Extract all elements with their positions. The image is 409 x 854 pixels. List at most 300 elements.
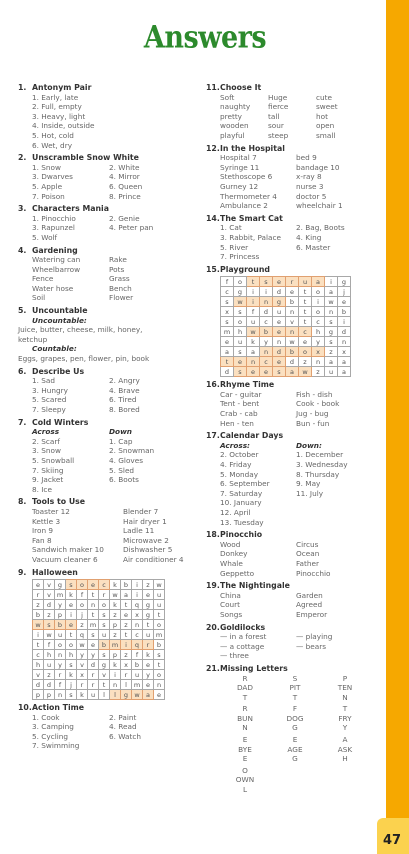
answer-cell: Hen - ten — [220, 418, 254, 428]
answer-row — [18, 141, 203, 151]
grid-cell: e — [33, 580, 44, 590]
grid-cell: v — [286, 317, 299, 327]
section-title: Cold Winters — [32, 417, 89, 427]
answer-row — [18, 536, 203, 546]
grid-cell: a — [325, 287, 338, 297]
missing-letters-row — [220, 674, 376, 703]
answer-cell: 7. Swimming — [32, 741, 80, 751]
section-number: 10. — [18, 703, 32, 713]
missing-letters-item — [270, 704, 320, 733]
answer-row — [206, 172, 376, 182]
section-heading — [18, 418, 203, 428]
grid-cell: h — [33, 660, 44, 670]
answer-cell: 8. Bored — [109, 405, 140, 414]
answer-row — [18, 713, 203, 723]
grid-cell: b — [121, 580, 132, 590]
grid-cell: k — [110, 660, 121, 670]
answer-row — [206, 591, 376, 601]
grid-cell: d — [338, 327, 351, 337]
answer-row — [18, 475, 203, 485]
grid-cell: e — [143, 660, 154, 670]
section-heading — [206, 581, 376, 591]
answer-row — [18, 732, 203, 742]
grid-cell: d — [221, 367, 234, 377]
grid-cell: b — [33, 610, 44, 620]
grid-cell: t — [221, 357, 234, 367]
missing-letters-item — [220, 766, 270, 795]
answer-cell: Songs — [220, 609, 243, 619]
answer-row — [18, 192, 203, 202]
grid-cell: b — [55, 620, 66, 630]
grid-cell: o — [299, 347, 312, 357]
answer-row — [206, 112, 376, 122]
missing-letter-line: T — [292, 692, 298, 702]
grid-cell: y — [55, 600, 66, 610]
grid-cell: n — [154, 680, 165, 690]
section-number: 14. — [206, 213, 220, 223]
answer-row — [18, 182, 203, 192]
answer-cell: 2. October — [220, 450, 259, 460]
answer-cell — [296, 651, 368, 661]
grid-cell: i — [121, 640, 132, 650]
section-title: Missing Letters — [220, 663, 288, 673]
answer-row — [206, 540, 376, 550]
missing-letter-line: Y — [342, 723, 348, 733]
grid-cell: s — [325, 337, 338, 347]
grid-row — [221, 297, 351, 307]
grid-row — [221, 337, 351, 347]
answer-cell: — bears — [296, 641, 327, 651]
answer-cell: 9. Jacket — [32, 475, 64, 485]
missing-letter-line: L — [242, 785, 248, 795]
answer-line: Eggs, grapes, pen, flower, pin, book — [18, 354, 150, 364]
answer-cell: bandage 10 — [296, 162, 340, 172]
answer-cell: 3. Heavy, light — [32, 111, 86, 121]
answer-cell: 2. Full, empty — [32, 102, 82, 112]
answer-cell: Bun - fun — [296, 418, 330, 428]
grid-cell: s — [99, 610, 110, 620]
grid-cell: s — [44, 620, 55, 630]
answer-cell: 11. July — [296, 488, 324, 498]
answer-cell: 2. Genie — [109, 213, 140, 223]
grid-row — [33, 580, 165, 590]
answer-row — [206, 153, 376, 163]
grid-cell: k — [66, 590, 77, 600]
right-column — [206, 80, 376, 797]
grid-cell: g — [121, 690, 132, 700]
grid-cell: k — [247, 337, 260, 347]
answer-cell: 12. April — [220, 508, 251, 517]
grid-cell: i — [338, 317, 351, 327]
answer-cell: x-ray 8 — [296, 172, 322, 182]
grid-cell: r — [33, 590, 44, 600]
section-title: Choose It — [220, 83, 262, 92]
answer-cell: fierce — [268, 102, 289, 112]
answer-cell: Stethoscope 6 — [220, 172, 273, 182]
grid-cell: t — [66, 630, 77, 640]
answer-row — [18, 274, 203, 284]
grid-cell: i — [132, 580, 143, 590]
section-title: Goldilocks — [220, 622, 266, 632]
grid-cell: u — [132, 670, 143, 680]
grid-cell: t — [143, 620, 154, 630]
grid-cell: p — [44, 690, 55, 700]
grid-cell: n — [55, 650, 66, 660]
grid-cell: e — [273, 317, 286, 327]
answer-cell: — in a forest — [220, 632, 267, 642]
grid-cell: t — [154, 660, 165, 670]
answer-row — [206, 390, 376, 400]
grid-cell: c — [33, 650, 44, 660]
answer-cell — [296, 508, 368, 518]
grid-cell: w — [247, 327, 260, 337]
answer-row — [206, 642, 376, 652]
answer-row — [206, 192, 376, 202]
grid-cell: r — [88, 680, 99, 690]
grid-cell: u — [234, 337, 247, 347]
section-number: 15. — [206, 264, 220, 274]
answer-row — [206, 610, 376, 620]
grid-cell: s — [221, 297, 234, 307]
section-title: Uncountable — [32, 306, 88, 316]
answer-row — [18, 395, 203, 405]
grid-cell: x — [338, 347, 351, 357]
section-title: Playground — [220, 264, 270, 274]
grid-row — [33, 590, 165, 600]
grid-cell: w — [132, 690, 143, 700]
grid-cell: u — [325, 367, 338, 377]
grid-cell: z — [312, 367, 325, 377]
grid-cell: e — [260, 367, 273, 377]
section-heading — [18, 497, 203, 507]
grid-cell: z — [143, 580, 154, 590]
grid-cell: n — [260, 347, 273, 357]
answer-row — [206, 460, 376, 470]
grid-cell: m — [88, 620, 99, 630]
answer-cell: steep — [268, 130, 289, 140]
grid-cell: t — [247, 277, 260, 287]
section-title: Calendar Days — [220, 431, 284, 441]
answer-row — [206, 131, 376, 141]
answer-row — [206, 419, 376, 429]
answer-cell: Whale — [220, 558, 243, 568]
missing-letter-line: N — [342, 692, 348, 702]
answer-row — [18, 555, 203, 565]
answer-row — [18, 526, 203, 536]
answer-cell: Blender 7 — [123, 506, 159, 516]
answer-row — [18, 255, 203, 265]
grid-row — [221, 367, 351, 377]
answer-row — [18, 507, 203, 517]
section-title: The Smart Cat — [220, 213, 283, 223]
answer-cell: Iron 9 — [32, 526, 54, 536]
grid-cell: s — [66, 660, 77, 670]
answer-row — [206, 569, 376, 579]
answer-cell: 4. Friday — [220, 460, 252, 470]
missing-letter-line: T — [342, 704, 348, 714]
grid-cell: i — [110, 670, 121, 680]
answer-cell: wheelchair 1 — [296, 201, 343, 211]
answer-cell: — a cottage — [220, 641, 265, 651]
answer-cell: 3. Camping — [32, 722, 74, 732]
grid-cell: h — [312, 327, 325, 337]
grid-cell: e — [66, 620, 77, 630]
subheading: Across — [32, 427, 60, 437]
answer-cell: Hospital 7 — [220, 153, 257, 163]
section-number: 11. — [206, 83, 220, 92]
grid-cell: u — [299, 277, 312, 287]
answer-cell: 3. Snow — [32, 446, 61, 456]
answer-cell: 5. Snowball — [32, 455, 75, 465]
grid-cell: f — [55, 680, 66, 690]
answer-cell: Hair dryer 1 — [123, 516, 167, 526]
missing-letter-line: OWN — [235, 775, 255, 785]
answer-line: ketchup — [18, 334, 48, 344]
answer-cell: Bench — [109, 283, 132, 293]
grid-cell: l — [110, 690, 121, 700]
grid-cell: e — [143, 680, 154, 690]
grid-cell: s — [273, 367, 286, 377]
answer-cell: 2. Paint — [109, 712, 137, 722]
missing-letters-item — [220, 704, 270, 733]
grid-cell: f — [132, 650, 143, 660]
grid-cell: y — [260, 337, 273, 347]
answer-cell: Huge — [268, 92, 288, 102]
answer-row — [18, 93, 203, 103]
grid-row — [33, 600, 165, 610]
answer-cell: 5. Cycling — [32, 731, 69, 741]
answer-row — [206, 182, 376, 192]
grid-cell: a — [338, 357, 351, 367]
answer-row — [18, 233, 203, 243]
grid-cell: z — [121, 620, 132, 630]
grid-row — [33, 660, 165, 670]
grid-cell: b — [99, 640, 110, 650]
grid-cell: e — [273, 357, 286, 367]
grid-cell: d — [44, 680, 55, 690]
answer-cell: Geppetto — [220, 568, 255, 578]
section-heading — [206, 83, 376, 93]
answer-cell: 4. Read — [109, 722, 137, 732]
answer-row — [18, 293, 203, 303]
answer-cell: 3. Rabbit, Palace — [220, 232, 281, 242]
answer-row — [206, 450, 376, 460]
grid-cell: o — [77, 600, 88, 610]
grid-row — [33, 650, 165, 660]
answer-cell: Jug - bug — [296, 409, 329, 419]
grid-cell: k — [77, 690, 88, 700]
grid-cell: t — [88, 610, 99, 620]
grid-cell: y — [88, 650, 99, 660]
missing-letters-item — [320, 674, 370, 703]
grid-cell: o — [99, 600, 110, 610]
missing-letter-line: E — [242, 735, 248, 745]
answer-row — [206, 102, 376, 112]
grid-cell: w — [234, 297, 247, 307]
section-number: 6. — [18, 366, 27, 376]
grid-cell: p — [110, 620, 121, 630]
grid-cell: i — [247, 297, 260, 307]
section-number: 4. — [18, 245, 27, 255]
grid-cell: u — [99, 630, 110, 640]
answer-cell: tall — [268, 111, 280, 121]
answer-cell: 3. Dwarves — [32, 172, 73, 182]
answer-cell: Water hose — [32, 283, 74, 293]
answer-row — [206, 243, 376, 253]
answer-row — [206, 409, 376, 419]
grid-cell: g — [234, 287, 247, 297]
grid-cell: t — [299, 307, 312, 317]
grid-cell: s — [325, 317, 338, 327]
grid-cell: b — [286, 347, 299, 357]
page-edge-stripe — [386, 0, 409, 854]
section-number: 16. — [206, 380, 220, 390]
section-title: The Nightingale — [220, 581, 290, 591]
grid-cell: v — [99, 670, 110, 680]
section-heading — [206, 380, 376, 390]
grid-row — [33, 620, 165, 630]
grid-cell: s — [66, 580, 77, 590]
answer-cell: Agreed — [296, 600, 323, 610]
grid-cell: e — [273, 327, 286, 337]
answer-cell: Donkey — [220, 549, 248, 559]
missing-letter-line: ASK — [337, 744, 353, 754]
answer-cell: Toaster 12 — [32, 506, 70, 516]
grid-cell: n — [325, 307, 338, 317]
grid-cell: d — [44, 600, 55, 610]
answer-cell: Father — [296, 558, 319, 568]
grid-cell: i — [66, 610, 77, 620]
missing-letter-line: S — [292, 673, 298, 683]
grid-cell: m — [110, 640, 121, 650]
answer-cell: 6. Boots — [109, 475, 139, 485]
grid-cell: o — [154, 670, 165, 680]
subheading: Uncountable: — [32, 315, 87, 325]
answer-cell: Thermometer 4 — [220, 191, 277, 201]
answer-row — [18, 722, 203, 732]
answer-cell: 4. King — [296, 232, 322, 242]
grid-cell: g — [325, 327, 338, 337]
answer-row — [206, 559, 376, 569]
answer-cell: Microwave 2 — [123, 535, 169, 545]
grid-cell: o — [312, 287, 325, 297]
answer-cell: cute — [316, 92, 332, 102]
answer-cell: Air conditioner 4 — [123, 554, 184, 564]
answer-cell: 1. Cat — [220, 223, 242, 233]
answer-cell: Ambulance 2 — [220, 201, 268, 211]
answer-row — [206, 470, 376, 480]
grid-cell: c — [312, 317, 325, 327]
grid-cell: i — [132, 590, 143, 600]
section-number: 7. — [18, 417, 27, 427]
answer-row — [206, 489, 376, 499]
answer-cell: 8. Thursday — [296, 469, 340, 479]
grid-cell: e — [338, 297, 351, 307]
answer-cell: Soil — [32, 293, 46, 303]
answer-cell: 2. Bag, Boots — [296, 223, 345, 233]
answer-cell: Rake — [109, 255, 127, 265]
grid-cell: m — [221, 327, 234, 337]
answer-cell: 5. River — [220, 242, 249, 252]
section-title: Gardening — [32, 245, 78, 255]
answer-cell: 4. Inside, outside — [32, 121, 95, 131]
grid-row — [221, 287, 351, 297]
grid-cell: n — [110, 680, 121, 690]
answer-cell: Syringe 11 — [220, 162, 260, 172]
grid-cell: i — [312, 297, 325, 307]
answer-row — [18, 386, 203, 396]
answer-row — [206, 93, 376, 103]
section-heading — [206, 214, 376, 224]
answer-row — [206, 233, 376, 243]
grid-cell: b — [154, 640, 165, 650]
answer-cell: Cook - book — [296, 399, 340, 409]
left-column — [18, 80, 203, 751]
answer-cell: Court — [220, 600, 241, 610]
grid-cell: v — [44, 580, 55, 590]
grid-cell: b — [260, 327, 273, 337]
answer-cell: 1. Cook — [32, 712, 60, 722]
missing-letters-item — [270, 735, 320, 764]
answer-cell — [296, 518, 368, 528]
grid-cell: n — [88, 600, 99, 610]
grid-cell: e — [273, 277, 286, 287]
answer-cell: Fan 8 — [32, 535, 52, 545]
grid-cell: e — [88, 580, 99, 590]
grid-cell: e — [299, 337, 312, 347]
answer-cell: 6. Wet, dry — [32, 140, 73, 150]
answer-row — [18, 121, 203, 131]
grid-cell: g — [55, 580, 66, 590]
grid-cell: v — [77, 660, 88, 670]
answer-row — [18, 376, 203, 386]
missing-letter-line: R — [242, 673, 248, 683]
answer-row — [18, 265, 203, 275]
missing-letters-item — [220, 674, 270, 703]
answer-cell: 5. Hot, cold — [32, 130, 74, 140]
grid-cell: a — [312, 277, 325, 287]
grid-cell: t — [99, 680, 110, 690]
answer-cell: Ladle 11 — [123, 526, 155, 536]
answer-cell: 4. Brave — [109, 385, 140, 395]
answer-cell: 1. December — [296, 450, 344, 460]
answer-cell: Garden — [296, 590, 323, 600]
grid-cell: d — [273, 347, 286, 357]
grid-cell: x — [121, 660, 132, 670]
answer-cell: 6. Watch — [109, 731, 141, 741]
grid-cell: t — [299, 297, 312, 307]
grid-cell: m — [132, 680, 143, 690]
grid-cell: o — [55, 640, 66, 650]
answer-cell: Circus — [296, 539, 319, 549]
grid-cell: n — [286, 327, 299, 337]
section-heading — [18, 568, 203, 578]
answer-cell: Sandwich maker 10 — [32, 545, 104, 555]
missing-letter-line: AGE — [287, 744, 303, 754]
answer-cell: Ocean — [296, 549, 320, 559]
grid-row — [33, 670, 165, 680]
answer-cell: Kettle 3 — [32, 516, 61, 526]
answer-cell: hot — [316, 111, 328, 121]
missing-letter-line: H — [342, 754, 348, 764]
grid-cell: k — [110, 580, 121, 590]
answer-row — [206, 252, 376, 262]
grid-cell: u — [154, 600, 165, 610]
word-search-grid — [220, 276, 351, 377]
missing-letter-line: G — [292, 723, 298, 733]
answer-cell — [296, 252, 368, 262]
grid-cell: u — [247, 317, 260, 327]
